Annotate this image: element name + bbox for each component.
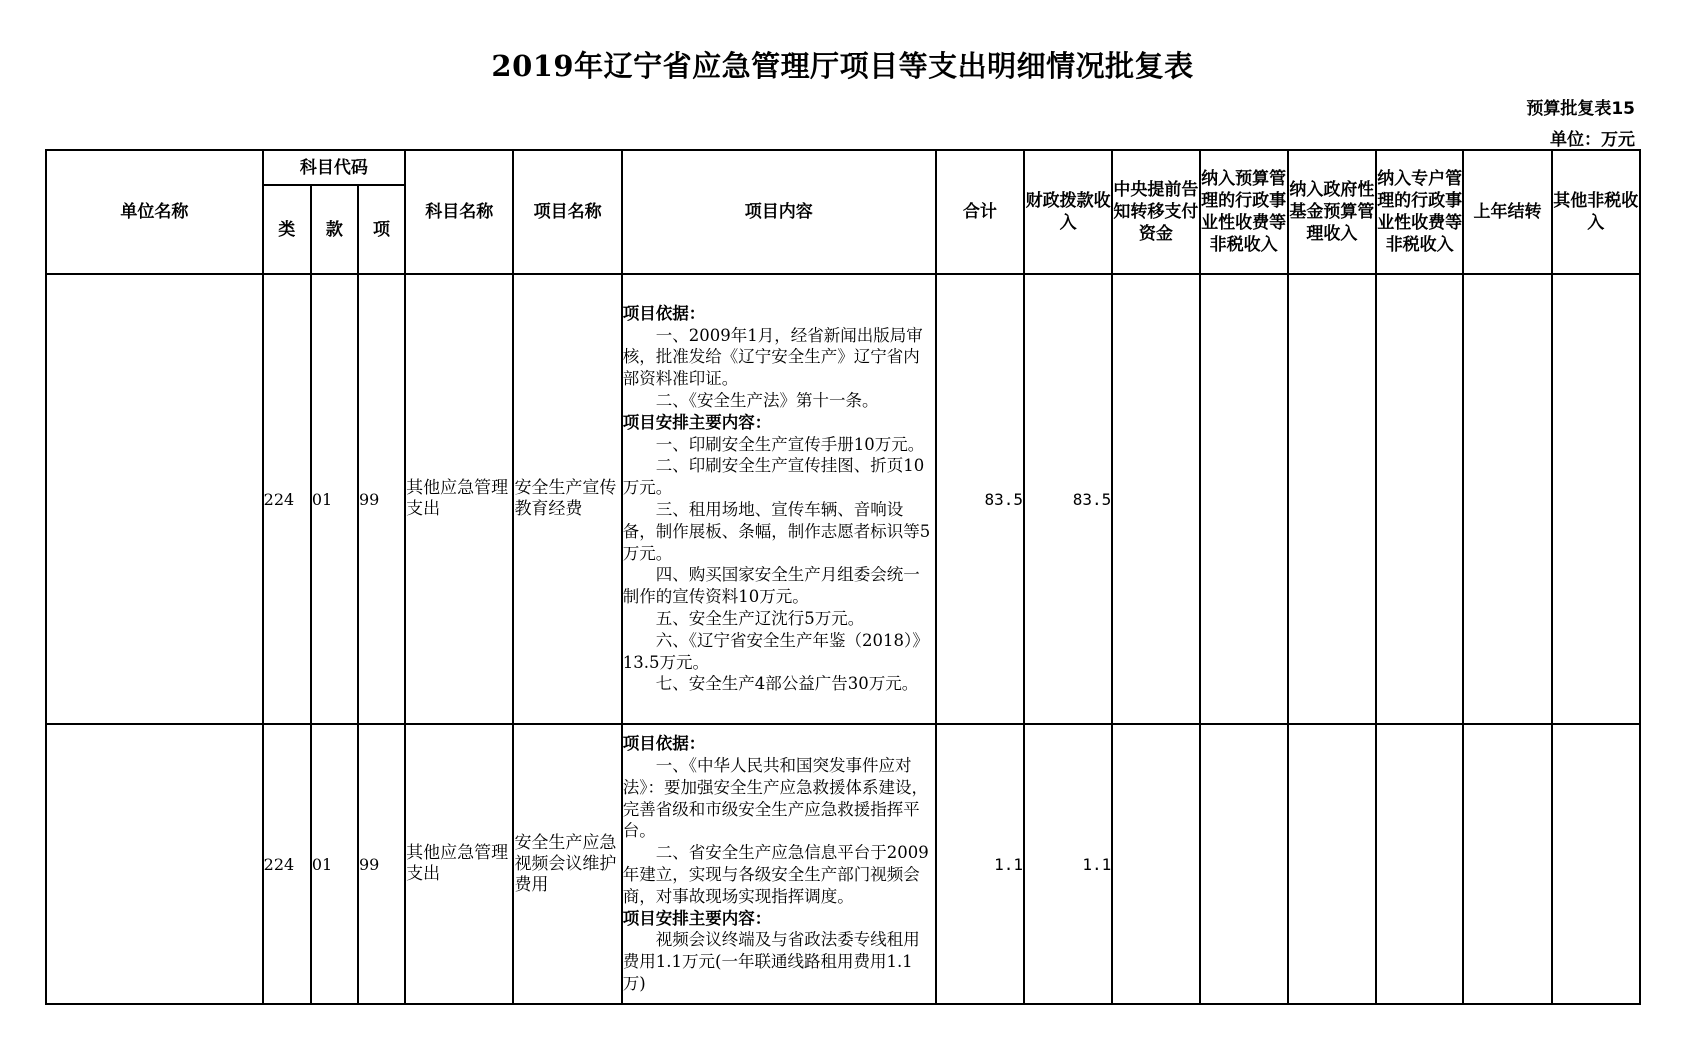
header-project-content: 项目内容 [622, 150, 936, 274]
cell-other [1552, 724, 1640, 1004]
cell-project-content [622, 274, 936, 724]
header-row-1 [46, 150, 1640, 185]
cell-kuan: 01 [311, 274, 358, 724]
basis-item: 一、2009年1月，经省新闻出版局审核，批准发给《辽宁安全生产》辽宁省内部资料准印证。 [622, 325, 923, 389]
cell-subject-name: 其他应急管理支出 [405, 724, 513, 1004]
cell-unit-name [46, 724, 263, 1004]
arrange-item: 五、安全生产辽沈行5万元。 [655, 608, 865, 628]
header-gov-fund: 纳入政府性基金预算管理收入 [1288, 150, 1376, 274]
cell-special-fee [1376, 724, 1463, 1004]
cell-gov-fund [1288, 274, 1376, 724]
basis-item: 一、《中华人民共和国突发事件应对法》：要加强安全生产应急救援体系建设，完善省级和市级安全生产应急救援指挥平台。 [622, 756, 929, 841]
cell-project-name: 安全生产宣传教育经费 [513, 274, 621, 724]
cell-special-fee [1376, 274, 1463, 724]
approval-table [45, 149, 1641, 1005]
basis-label: 项目依据： [622, 734, 706, 754]
basis-item: 二、省安全生产应急信息平台于2009年建立，实现与各级安全生产部门视频会商，对事故现场实现指挥调度。 [622, 843, 929, 906]
header-fiscal: 财政拨款收入 [1024, 150, 1112, 274]
header-subject-name: 科目名称 [405, 150, 513, 274]
cell-carryover [1463, 274, 1551, 724]
page-title: 2019年辽宁省应急管理厅项目等支出明细情况批复表 [491, 49, 1194, 83]
cell-xiang: 99 [358, 274, 405, 724]
cell-central [1112, 724, 1199, 1004]
table-row [46, 274, 1640, 724]
header-unit-name: 单位名称 [46, 150, 263, 274]
header-special-fee: 纳入专户管理的行政事业性收费等非税收入 [1376, 150, 1463, 274]
arrange-label: 项目安排主要内容： [622, 908, 772, 928]
header-budget-fee: 纳入预算管理的行政事业性收费等非税收入 [1200, 150, 1288, 274]
arrange-item: 六、《辽宁省安全生产年鉴（2018）》13.5万元。 [622, 630, 929, 672]
header-xiang: 项 [358, 185, 405, 274]
header-central: 中央提前告知转移支付资金 [1112, 150, 1199, 274]
cell-budget-fee [1200, 274, 1288, 724]
cell-kuan: 01 [311, 724, 358, 1004]
header-lei: 类 [263, 185, 311, 274]
header-carryover: 上年结转 [1463, 150, 1551, 274]
arrange-item: 视频会议终端及与省政法委专线租用费用1.1万元(一年联通线路租用费用1.1万) [622, 930, 920, 993]
cell-lei: 224 [263, 274, 311, 724]
header-subject-code: 科目代码 [263, 150, 405, 185]
cell-xiang: 99 [358, 724, 405, 1004]
cell-total: 83.5 [936, 274, 1024, 724]
form-number: 预算批复表15 [1526, 99, 1635, 119]
cell-unit-name [46, 274, 263, 724]
cell-gov-fund [1288, 724, 1376, 1004]
arrange-item: 七、安全生产4部公益广告30万元。 [655, 674, 919, 694]
cell-lei: 224 [263, 724, 311, 1004]
cell-project-name: 安全生产应急视频会议维护费用 [513, 724, 621, 1004]
arrange-item: 四、购买国家安全生产月组委会统一制作的宣传资料10万元。 [622, 565, 920, 607]
cell-fiscal: 83.5 [1024, 274, 1112, 724]
header-total: 合计 [936, 150, 1024, 274]
table-row [46, 724, 1640, 1004]
arrange-item: 三、租用场地、宣传车辆、音响设备，制作展板、条幅，制作志愿者标识等5万元。 [622, 500, 931, 563]
header-other: 其他非税收入 [1552, 150, 1640, 274]
arrange-label: 项目安排主要内容： [622, 412, 772, 432]
basis-item: 二、《安全生产法》第十一条。 [655, 391, 879, 411]
arrange-item: 二、印刷安全生产宣传挂图、折页10万元。 [622, 456, 925, 498]
cell-carryover [1463, 724, 1551, 1004]
basis-label: 项目依据： [622, 303, 706, 323]
cell-total: 1.1 [936, 724, 1024, 1004]
cell-project-content [622, 724, 936, 1004]
cell-fiscal: 1.1 [1024, 724, 1112, 1004]
cell-other [1552, 274, 1640, 724]
header-kuan: 款 [311, 185, 358, 274]
unit-label: 单位：万元 [1550, 130, 1635, 150]
cell-central [1112, 274, 1199, 724]
cell-budget-fee [1200, 724, 1288, 1004]
cell-subject-name: 其他应急管理支出 [405, 274, 513, 724]
arrange-item: 一、印刷安全生产宣传手册10万元。 [655, 434, 925, 454]
header-project-name: 项目名称 [513, 150, 621, 274]
